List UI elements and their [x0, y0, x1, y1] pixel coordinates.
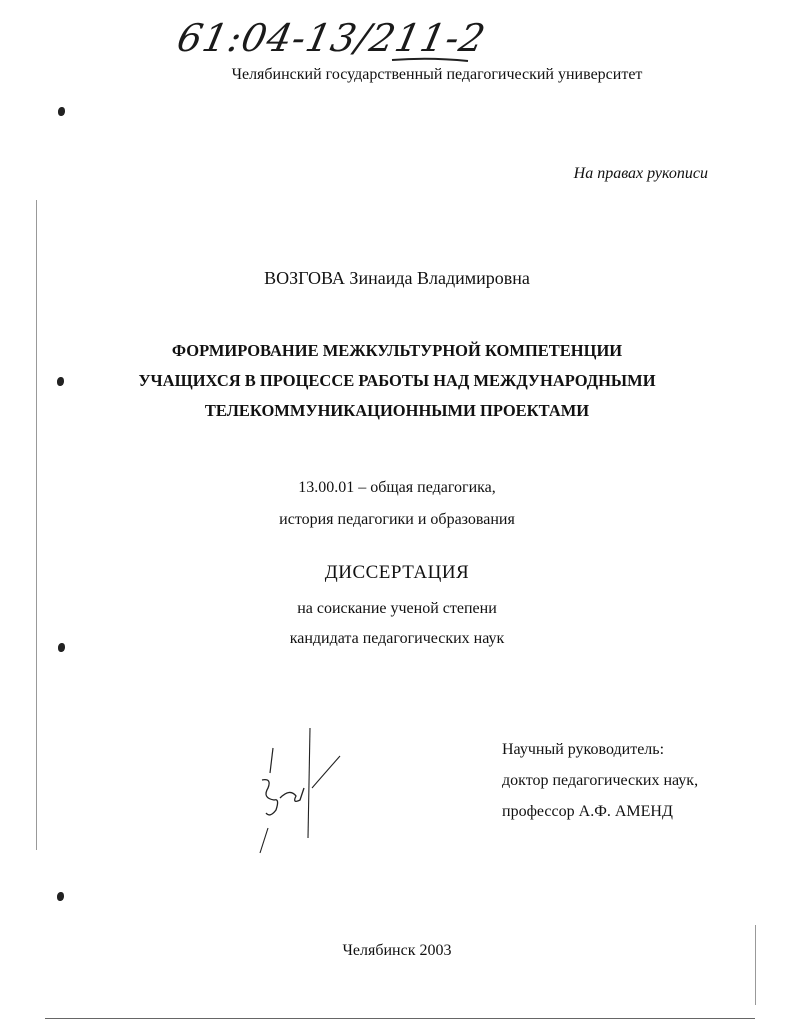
- signature: [240, 718, 360, 858]
- supervisor-line: Научный руководитель:: [502, 741, 665, 758]
- manuscript-rights-note: На правах рукописи: [573, 165, 708, 182]
- title-line: ТЕЛЕКОММУНИКАЦИОННЫМИ ПРОЕКТАМИ: [204, 401, 590, 420]
- bottom-edge-line: [45, 1018, 755, 1019]
- supervisor-line: доктор педагогических наук,: [502, 772, 699, 789]
- specialty-line: 13.00.01 – общая педагогика,: [298, 479, 496, 496]
- degree-line: на соискание ученой степени: [297, 600, 497, 617]
- supervisor-line: профессор А.Ф. АМЕНД: [502, 803, 673, 820]
- city-and-year: Челябинск 2003: [342, 942, 452, 959]
- archive-code-underline: [390, 56, 470, 64]
- degree-info: [0, 594, 794, 654]
- title-line: УЧАЩИХСЯ В ПРОЦЕССЕ РАБОТЫ НАД МЕЖДУНАРОДНЫМИ: [138, 371, 656, 390]
- document-type: ДИССЕРТАЦИЯ: [324, 562, 470, 583]
- archive-code-handwritten: 61:04-13/211-2: [173, 16, 490, 60]
- title-line: ФОРМИРОВАНИЕ МЕЖКУЛЬТУРНОЙ КОМПЕТЕНЦИИ: [171, 341, 623, 360]
- university-name: Челябинский государственный педагогический университет: [231, 66, 643, 83]
- scientific-supervisor: [502, 734, 698, 827]
- specialty: [0, 472, 794, 536]
- punch-hole-mark: [58, 107, 65, 116]
- author-name: ВОЗГОВА Зинаида Владимировна: [264, 268, 530, 288]
- specialty-line: история педагогики и образования: [279, 511, 515, 528]
- degree-line: кандидата педагогических наук: [289, 630, 505, 647]
- right-margin-line: [755, 925, 756, 1005]
- punch-hole-mark: [57, 892, 64, 901]
- dissertation-title: [0, 336, 794, 426]
